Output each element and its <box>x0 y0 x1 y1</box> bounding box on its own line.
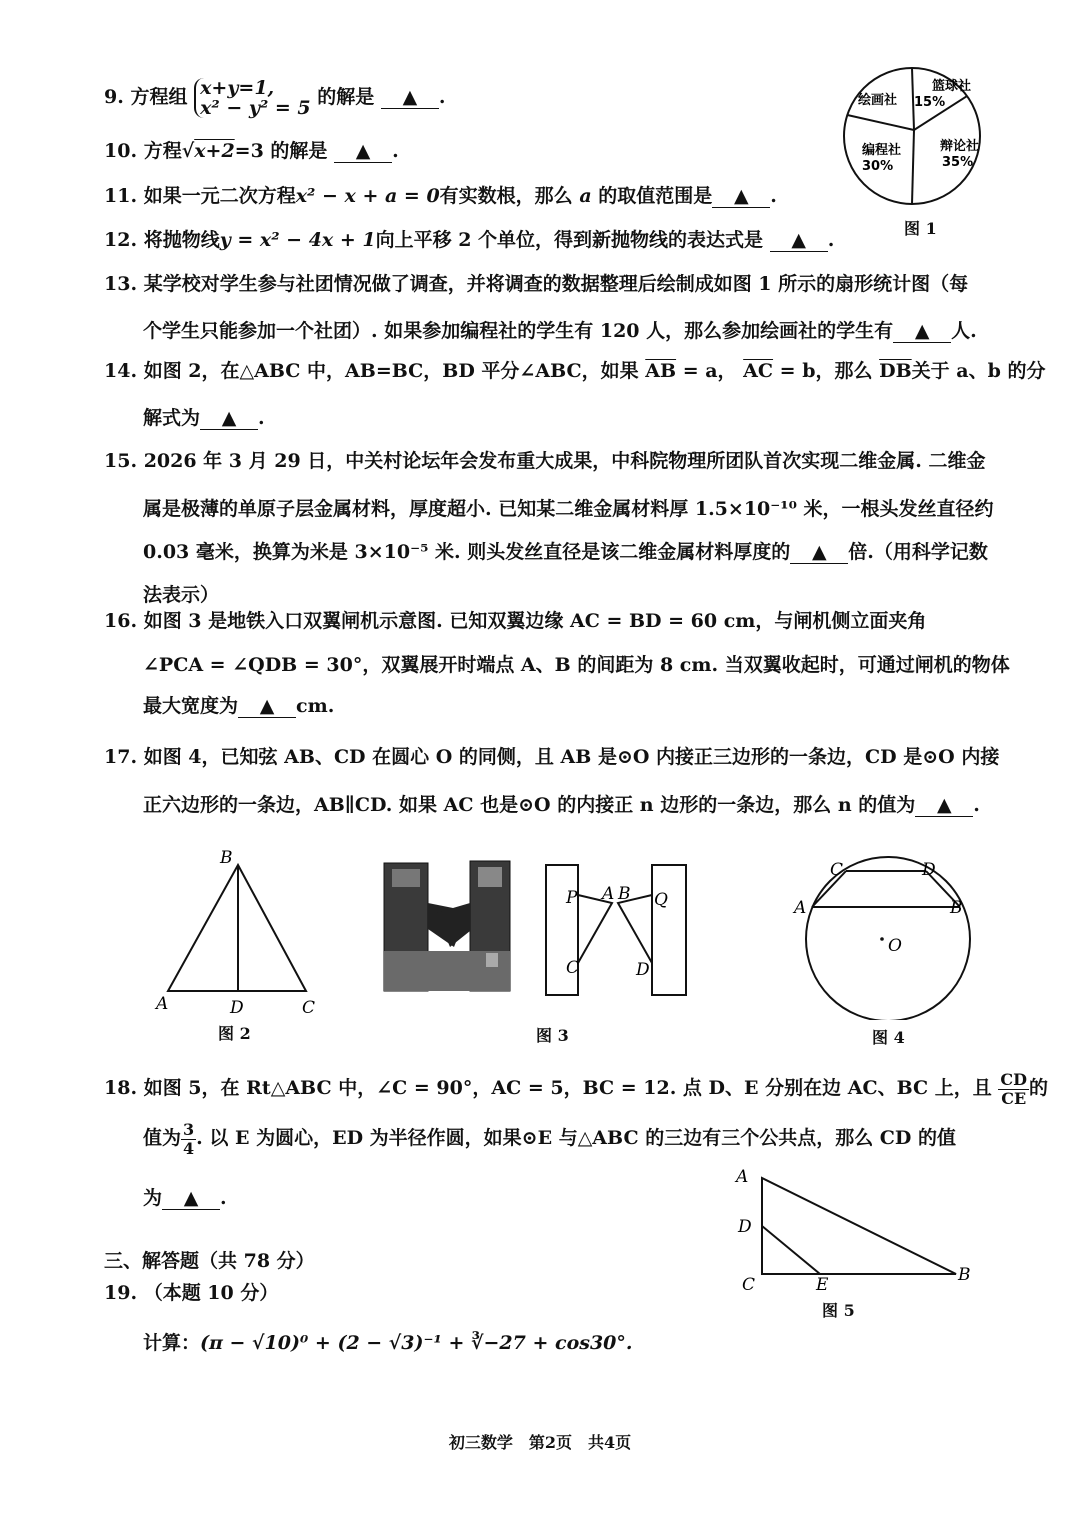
question-number: 19. <box>104 1282 138 1304</box>
label-p: P <box>566 888 578 908</box>
question-text: = a， <box>676 360 737 382</box>
answer-blank: ▲ <box>381 86 439 109</box>
label-q: Q <box>654 890 668 910</box>
figure-1-pie-chart <box>842 58 992 238</box>
sqrt-symbol: √ <box>181 140 195 162</box>
period: . <box>220 1187 227 1209</box>
figure-2 <box>150 845 330 1045</box>
label-e: E <box>816 1275 829 1295</box>
question-19 <box>104 1282 278 1304</box>
question-14 <box>104 360 1045 382</box>
question-15-line-2: 属是极薄的单原子层金属材料，厚度超小. 已知某二维金属材料厚 1.5×10⁻¹⁰ 米，一根头发丝直径约 <box>143 498 994 520</box>
denominator: CE <box>1001 1088 1027 1108</box>
vector-ab: $\overline{AB}$ <box>645 360 677 382</box>
question-16-line-3 <box>143 691 334 718</box>
question-number: 16. <box>104 610 138 632</box>
expression: (π − √10)⁰ + (2 − √3)⁻¹ + ∛−27 + cos30°. <box>200 1332 633 1354</box>
answer-blank: ▲ <box>162 1187 220 1210</box>
label-a: A <box>156 994 169 1014</box>
question-number: 14. <box>104 360 138 382</box>
page-footer: 初三数学 第2页 共4页 <box>448 1433 632 1452</box>
answer-blank: ▲ <box>915 794 973 817</box>
question-text: =3 的解是 <box>234 140 328 162</box>
question-text: = b，那么 <box>773 360 873 382</box>
question-17-line-2 <box>143 790 980 817</box>
figure-3-gate <box>380 855 700 1005</box>
slice-percent-programming: 30% <box>862 159 894 174</box>
question-text: cm. <box>296 695 335 717</box>
label-b: B <box>950 898 963 918</box>
answer-blank: ▲ <box>790 541 848 564</box>
question-text: . 以 E 为圆心，ED 为半径作圆，如果⊙E 与△ABC 的三边有三个公共点，那么 CD 的值 <box>196 1127 957 1149</box>
question-12 <box>104 229 834 252</box>
period: . <box>973 794 980 816</box>
pie-chart-svg <box>842 58 992 218</box>
section-heading: 三、解答题（共 78 分） <box>104 1250 315 1272</box>
question-number: 10. <box>104 140 138 162</box>
slice-label-painting: 绘画社 <box>858 93 898 108</box>
question-13 <box>104 273 968 295</box>
variable: a <box>579 185 592 207</box>
label-d: D <box>636 960 650 980</box>
gate-schematic <box>546 865 686 995</box>
period: . <box>770 185 777 207</box>
question-13-line-2 <box>143 316 977 343</box>
label-a: A <box>736 1167 749 1187</box>
label-c: C <box>830 860 844 880</box>
question-16 <box>104 610 926 632</box>
period: . <box>258 407 265 429</box>
question-number: 9. <box>104 86 124 108</box>
figure-5 <box>730 1162 980 1322</box>
question-text: 如图 5，在 Rt△ABC 中，∠C = 90°，AC = 5，BC = 12. 点 D、E 分别在边 AC、BC 上，且 <box>143 1077 992 1099</box>
figure-5-triangle <box>730 1162 980 1297</box>
equation-1: x+y=1, <box>200 77 275 99</box>
question-11 <box>104 185 777 208</box>
question-number: 13. <box>104 273 138 295</box>
label-o: O <box>888 936 902 956</box>
figure-4-circle <box>790 855 980 1020</box>
question-text: 解式为 <box>143 407 201 429</box>
slice-percent-debate: 35% <box>942 155 974 170</box>
equation-system <box>194 78 311 118</box>
question-14-line-2 <box>143 403 265 430</box>
label-a: A <box>602 884 615 904</box>
slice-percent-basketball: 15% <box>914 95 946 110</box>
label-b: B <box>958 1265 971 1285</box>
segment-de <box>762 1226 820 1274</box>
left-wing <box>578 895 612 963</box>
slice-label-debate: 辩论社 <box>940 139 980 154</box>
figure-1-caption: 图 1 <box>904 219 937 238</box>
question-17 <box>104 746 999 768</box>
question-text: 关于 a、b 的分 <box>911 360 1046 382</box>
question-text: 的 <box>1028 1077 1048 1099</box>
label-b: B <box>220 848 233 868</box>
question-text: 如图 2，在△ABC 中，AB=BC，BD 平分∠ABC，如果 <box>143 360 639 382</box>
label-c: C <box>742 1275 756 1295</box>
equation: y = x² − 4x + 1 <box>219 229 376 251</box>
denominator: 4 <box>183 1138 195 1158</box>
question-text: 值为 <box>143 1127 182 1149</box>
label-b: B <box>618 884 631 904</box>
question-18-line-3 <box>143 1183 227 1210</box>
figure-3 <box>380 855 700 1050</box>
slice-label-basketball: 篮球社 <box>932 79 972 94</box>
question-16-line-2: ∠PCA = ∠QDB = 30°，双翼展开时端点 A、B 的间距为 8 cm. 当双翼收起时，可通过闸机的物体 <box>143 654 1010 676</box>
equation: x² − x + a = 0 <box>295 185 440 207</box>
question-text: 如图 3 是地铁入口双翼闸机示意图. 已知双翼边缘 AC = BD = 60 cm，与闸机侧立面夹角 <box>143 610 927 632</box>
question-15 <box>104 450 986 472</box>
question-text: 0.03 毫米，换算为米是 3×10⁻⁵ 米. 则头发丝直径是该二维金属材料厚度的 <box>143 541 791 563</box>
answer-blank: ▲ <box>334 140 392 163</box>
figure-4-caption: 图 4 <box>872 1028 905 1047</box>
question-number: 18. <box>104 1077 138 1099</box>
question-text: 如果一元二次方程 <box>143 185 296 207</box>
question-number: 11. <box>104 185 138 207</box>
period: . <box>438 86 446 108</box>
question-number: 17. <box>104 746 138 768</box>
question-19-expression <box>143 1328 633 1355</box>
question-text: 人. <box>951 320 977 342</box>
fraction-cd-ce <box>998 1071 1029 1108</box>
period: . <box>827 229 835 251</box>
answer-blank: ▲ <box>238 695 296 718</box>
label-d: D <box>738 1217 752 1237</box>
label-d: D <box>230 998 244 1018</box>
answer-blank: ▲ <box>893 320 951 343</box>
answer-blank: ▲ <box>712 185 770 208</box>
score-note: （本题 10 分） <box>143 1282 279 1304</box>
question-text: 倍.（用科学记数 <box>848 541 988 563</box>
fraction-3-4 <box>181 1121 196 1158</box>
question-10 <box>104 140 399 163</box>
question-number: 15. <box>104 450 138 472</box>
calc-label: 计算： <box>143 1332 201 1354</box>
figure-4 <box>790 855 980 1050</box>
numerator: 3 <box>183 1119 195 1139</box>
answer-blank: ▲ <box>200 407 258 430</box>
slice-label-programming: 编程社 <box>862 143 902 158</box>
question-18-line-2 <box>143 1118 956 1158</box>
question-text: 个学生只能参加一个社团）. 如果参加编程社的学生有 120 人，那么参加绘画社的学生有 <box>143 320 894 342</box>
question-15-line-3 <box>143 537 988 564</box>
question-text: 的取值范围是 <box>598 185 713 207</box>
question-text: 有实数根，那么 <box>439 185 573 207</box>
numerator: CD <box>1000 1069 1027 1089</box>
question-9 <box>104 78 446 118</box>
right-wing <box>618 895 652 963</box>
vector-db: $\overline{DB}$ <box>879 360 912 382</box>
question-text: 的解是 <box>317 86 375 108</box>
question-text: 如图 4，已知弦 AB、CD 在圆心 O 的同侧，且 AB 是⊙O 内接正三边形的一条边，CD 是⊙O 内接 <box>143 746 1000 768</box>
radicand: x+2 <box>194 140 235 162</box>
label-c: C <box>302 998 316 1018</box>
vector-ac: $\overline{AC}$ <box>743 360 774 382</box>
question-text: 方程 <box>143 140 182 162</box>
label-a: A <box>794 898 807 918</box>
question-text: 将抛物线 <box>143 229 220 251</box>
label-d: D <box>922 860 936 880</box>
gate-photo <box>384 861 510 991</box>
question-text: 正六边形的一条边，AB∥CD. 如果 AC 也是⊙O 的内接正 n 边形的一条边，那么 n 的值为 <box>143 794 916 816</box>
center-point <box>880 937 884 941</box>
right-panel <box>652 865 686 995</box>
equation-2: x² − y² = 5 <box>200 97 311 119</box>
question-18 <box>104 1068 1048 1108</box>
triangle-abc <box>762 1178 956 1274</box>
question-number: 12. <box>104 229 138 251</box>
question-15-line-4: 法表示） <box>143 584 220 606</box>
question-text: 最大宽度为 <box>143 695 239 717</box>
label-c: C <box>566 958 580 978</box>
question-text: 某学校对学生参与社团情况做了调查，并将调查的数据整理后绘制成如图 1 所示的扇形统计图（每 <box>143 273 969 295</box>
figure-2-caption: 图 2 <box>218 1024 251 1043</box>
question-text: 向上平移 2 个单位，得到新抛物线的表达式是 <box>375 229 764 251</box>
figure-3-caption: 图 3 <box>536 1026 569 1045</box>
question-text: 2026 年 3 月 29 日，中关村论坛年会发布重大成果，中科院物理所团队首次实现二维金属. 二维金 <box>143 450 986 472</box>
figure-5-caption: 图 5 <box>822 1301 855 1320</box>
question-text: 为 <box>143 1187 163 1209</box>
figure-2-triangle <box>150 845 330 1020</box>
answer-blank: ▲ <box>770 229 828 252</box>
question-text: 方程组 <box>130 86 188 108</box>
period: . <box>392 140 399 162</box>
